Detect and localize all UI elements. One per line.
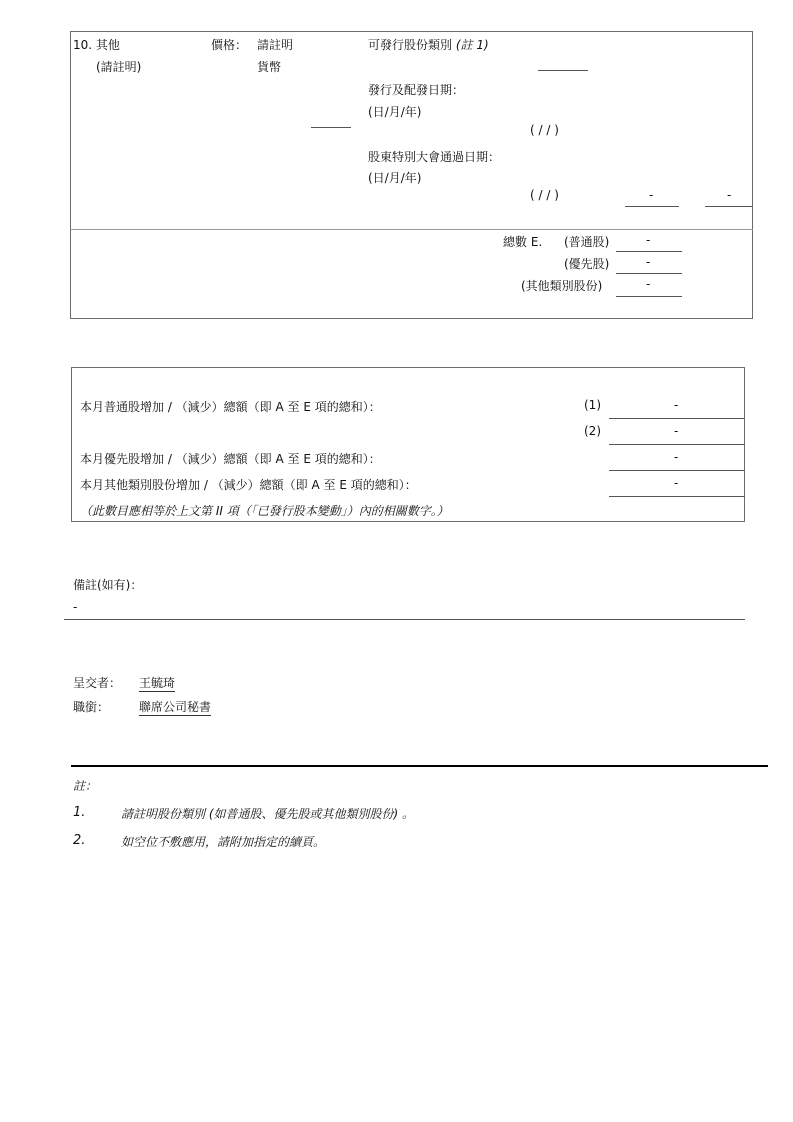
egm-date-format: (日/月/年)	[368, 171, 422, 185]
issue-date-format: (日/月/年)	[368, 105, 422, 119]
totals-e-other-label: (其他類別股份)	[521, 279, 603, 293]
price-blank-line	[311, 127, 351, 128]
title-value: 聯席公司秘書	[139, 700, 212, 714]
remarks-line	[64, 619, 745, 620]
item-sub: (請註明)	[96, 60, 142, 74]
share-class-label	[368, 36, 489, 53]
summary-line-2	[609, 444, 745, 445]
remarks-value: -	[73, 600, 78, 614]
totals-e-preferred-line	[616, 273, 682, 274]
title-label: 職銜：	[73, 700, 110, 714]
summary-ordinary-idx2: (2)	[584, 424, 601, 438]
summary-other-val: -	[674, 476, 679, 490]
price-label: 價格：	[211, 38, 248, 52]
submitter-name: 王毓琦	[139, 676, 176, 690]
notes-heading: 註：	[73, 779, 98, 793]
summary-line-1	[609, 418, 745, 419]
totals-e-ordinary-label: (普通股)	[564, 235, 610, 249]
summary-ordinary-val1: -	[674, 398, 679, 412]
totals-e-preferred-value: -	[646, 255, 651, 269]
totals-e-ordinary-value: -	[646, 233, 651, 247]
price-value: 請註明	[257, 38, 294, 52]
share-class-blank-line	[538, 70, 588, 71]
totals-e-preferred-label: (優先股)	[564, 257, 610, 271]
totals-e-other-line	[616, 296, 682, 297]
item-label: 10. 其他	[73, 38, 120, 52]
remarks-label: 備註(如有)：	[73, 578, 143, 592]
dash-value-1: -	[649, 188, 654, 202]
note-2-text: 如空位不敷應用，請附加指定的續頁。	[121, 835, 326, 849]
summary-preferred-val: -	[674, 450, 679, 464]
summary-preferred-label: 本月優先股增加 / （減少）總額（即 A 至 E 項的總和）：	[80, 452, 381, 466]
summary-line-4	[609, 496, 745, 497]
share-class-text: 可發行股份類別	[368, 38, 453, 52]
currency-label: 貨幣	[257, 60, 282, 74]
dash-line-1	[625, 206, 679, 207]
section10-divider	[70, 229, 753, 230]
note-1-text: 請註明股份類別 (如普通股、優先股或其他類別股份) 。	[121, 807, 414, 821]
note-1-num: 1.	[73, 805, 86, 820]
summary-ordinary-idx1: (1)	[584, 398, 601, 412]
submitter-label: 呈交者：	[73, 676, 122, 690]
dash-value-2: -	[727, 188, 732, 202]
egm-date-value: ( / / )	[530, 188, 559, 202]
totals-e-other-value: -	[646, 277, 651, 291]
totals-e-label: 總數 E.	[503, 235, 543, 249]
summary-ordinary-val2: -	[674, 424, 679, 438]
summary-note: （此數目應相等於上文第 II 項（「已發行股本變動」）內的相關數字。）	[80, 504, 449, 518]
egm-date-label: 股東特別大會通過日期：	[368, 150, 501, 164]
note-2-num: 2.	[73, 833, 86, 848]
notes-divider	[71, 765, 768, 767]
issue-date-value: ( / / )	[530, 123, 559, 137]
dash-line-2	[705, 206, 752, 207]
summary-line-3	[609, 470, 745, 471]
share-class-note: (註 1)	[455, 38, 489, 52]
summary-other-label: 本月其他類別股份增加 / （減少）總額（即 A 至 E 項的總和）：	[80, 478, 417, 492]
summary-ordinary-label: 本月普通股增加 / （減少）總額（即 A 至 E 項的總和）：	[80, 400, 381, 414]
issue-date-label: 發行及配發日期：	[368, 83, 465, 97]
totals-e-ordinary-line	[616, 251, 682, 252]
